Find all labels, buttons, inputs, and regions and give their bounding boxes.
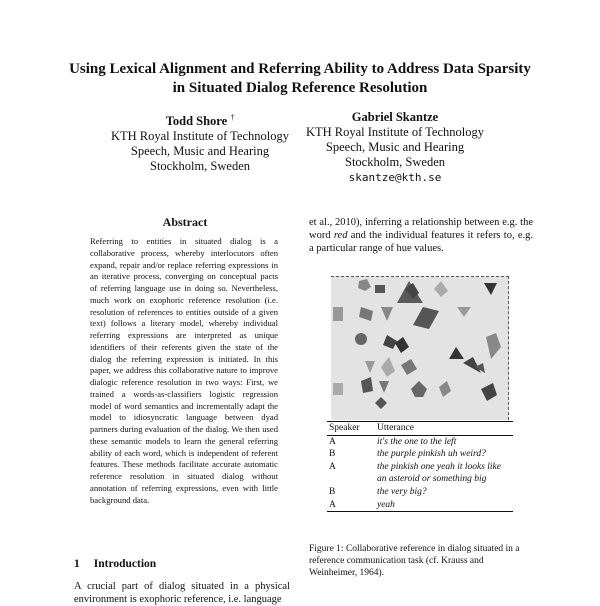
author-1-location: Stockholm, Sweden bbox=[150, 159, 250, 174]
section-number: 1 bbox=[74, 558, 80, 570]
intro-paragraph: A crucial part of dialog situated in a physical environment is exophoric reference, i.e. language bbox=[74, 581, 290, 605]
right-column-paragraph bbox=[309, 216, 533, 255]
utterance-cell: the pinkish one yeah it looks like an asteroid or something big bbox=[377, 461, 501, 485]
author-1 bbox=[105, 110, 295, 174]
author-1-affiliation: KTH Royal Institute of Technology bbox=[110, 129, 290, 144]
section-heading-introduction bbox=[74, 558, 170, 570]
table-row bbox=[327, 448, 513, 461]
author-1-mark: † bbox=[230, 113, 235, 122]
author-1-name: Todd Shore bbox=[165, 114, 228, 129]
author-2 bbox=[300, 110, 490, 185]
table-row bbox=[327, 486, 513, 499]
column-header-utterance: Utterance bbox=[375, 422, 513, 436]
table-row bbox=[327, 435, 513, 448]
dialog-table bbox=[327, 421, 513, 512]
paper-title bbox=[40, 60, 560, 98]
author-2-dept: Speech, Music and Hearing bbox=[325, 140, 465, 154]
shapes-illustration bbox=[331, 277, 508, 420]
speaker-cell: B bbox=[329, 449, 336, 460]
utterance-cell: yeah bbox=[375, 499, 513, 512]
utterance-cell: the purple pinkish uh weird? bbox=[377, 449, 486, 460]
utterance-cell: it's the one to the left bbox=[377, 436, 457, 447]
table-row bbox=[327, 461, 513, 486]
author-2-affiliation: KTH Royal Institute of Technology bbox=[305, 125, 485, 139]
author-2-location: Stockholm, Sweden bbox=[345, 155, 445, 169]
table-row bbox=[327, 499, 513, 512]
figure-caption: Figure 1: Collaborative reference in dialog situated in a reference communication task (cf. Krauss and Weinheimer, 1964). bbox=[309, 544, 520, 578]
right-text-emphasis: red bbox=[333, 230, 348, 241]
speaker-cell: A bbox=[329, 461, 336, 472]
abstract-body: Referring to entities in situated dialog is a collaborative process, whereby interlocutors often expand, repair and/or replace referring expressions in an iterative process, converging on conceptual pacts of referring language use in doing so. Nevertheless, much work on exophoric reference resolution (i.e. resolution of references to entities outside of a given text) follows a literary model, whereby individual referring expressions are interpreted as unique identifiers of their referents given the state of the dialog the referring expression is initiated. In this paper, we address this collaborative nature to improve dialogic reference resolution in two ways: First, we trained a words-as-classifiers logistic regression model of word semantics and incrementally adapt the model to idiosyncratic language between dyad partners during evaluation of the dialog. We then used these semantic models to learn the general referring ability of each word, which is independent of referent features. These methods facilitate accurate automatic reference resolution in situated dialog without annotation of referring expressions, even with little background data. bbox=[90, 236, 278, 505]
speaker-cell: A bbox=[327, 499, 375, 512]
abstract-heading: Abstract bbox=[162, 215, 208, 229]
title-line-1: Using Lexical Alignment and Referring Ability to Address Data Sparsity bbox=[69, 61, 531, 77]
column-header-speaker: Speaker bbox=[327, 422, 375, 436]
speaker-cell: A bbox=[329, 436, 336, 447]
author-2-name: Gabriel Skantze bbox=[351, 110, 439, 124]
table-header-row bbox=[327, 422, 513, 436]
speaker-cell: B bbox=[329, 486, 336, 497]
title-line-2: in Situated Dialog Reference Resolution bbox=[172, 80, 428, 96]
section-title: Introduction bbox=[93, 558, 157, 570]
author-1-dept: Speech, Music and Hearing bbox=[130, 144, 270, 159]
author-2-email[interactable]: skantze@kth.se bbox=[348, 171, 442, 184]
utterance-cell: the very big? bbox=[377, 486, 427, 497]
figure-shapes-board bbox=[331, 276, 509, 420]
right-text-2: and the individual features it refers to, e.g. a particular range of hue values. bbox=[309, 230, 533, 254]
right-text-1: et al., 2010), inferring a relationship between e.g. the word bbox=[309, 217, 533, 241]
